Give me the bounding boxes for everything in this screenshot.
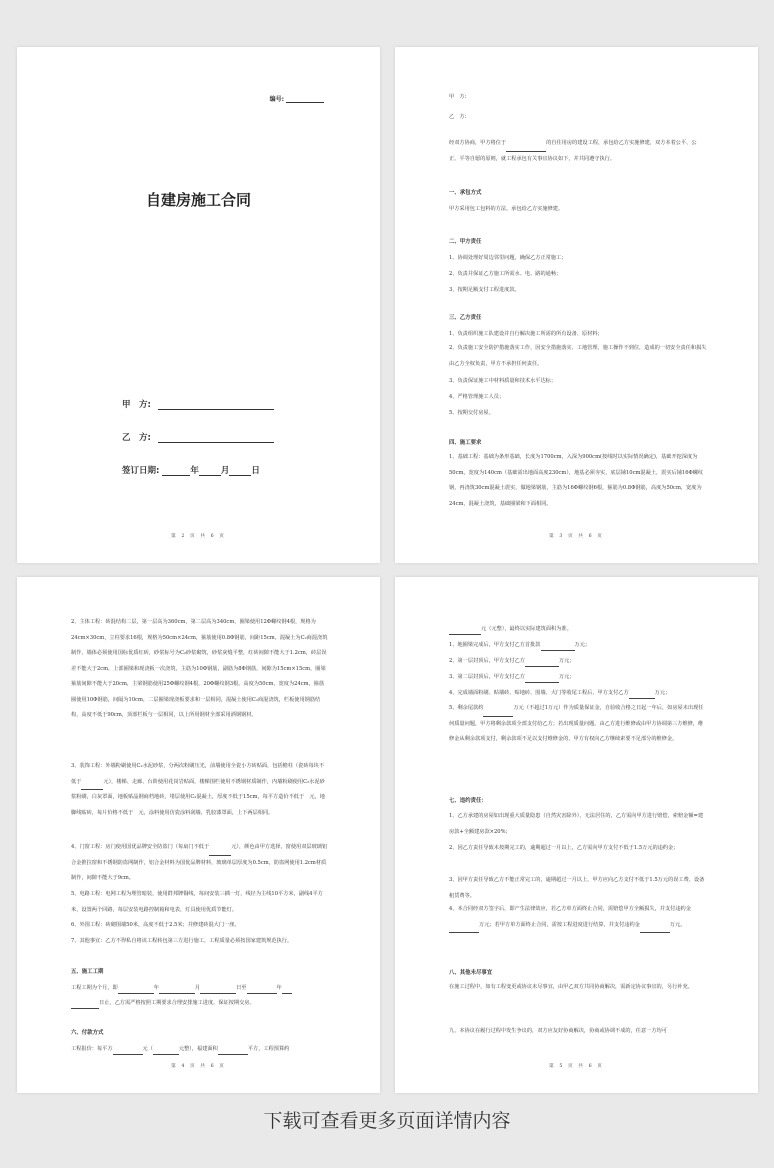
section-8-text: 在施工过程中，如有工程变更或协议未尽事宜，由甲乙双方共同协商解决，需新定协议事宜的，另行补充。: [449, 984, 693, 990]
other-matters-paragraph: 7、其他事宜：乙方不得私自将该工程转包第三方进行施工，工程质量必须按国家建筑规范执行。: [71, 938, 293, 944]
installment-3-text: 3、第二层封顶后，甲方支付乙方: [449, 674, 525, 680]
contract-title: 自建房施工合同: [145, 191, 251, 209]
installment-1-text: 1、地圈梁完成后，甲方支付乙方首批款: [449, 642, 541, 648]
section-8-title: 八、其他未尽事宜: [449, 970, 493, 976]
penalty-a-blank: [640, 932, 670, 933]
budget-line: [449, 623, 572, 635]
sign-date-line: [122, 464, 260, 476]
sign-year-blank: [162, 475, 190, 476]
unit-price-words-blank: [153, 1054, 179, 1055]
start-day-blank: [200, 993, 236, 994]
budget-blank: [449, 634, 481, 635]
sign-day-label: 日: [251, 466, 260, 476]
breach-4-text-1: 4、本合同经双方签字后，即产生法律效应，若乙方单方面终止合同，需赔偿甲方全额损失，并支付违约金: [449, 906, 691, 912]
party-a-blank: [158, 409, 274, 410]
party-a-label: 甲 方:: [122, 400, 151, 410]
start-month-label: 月: [194, 985, 201, 991]
installment-2: [449, 655, 575, 667]
end-year-blank: [247, 993, 277, 994]
section-3-title: 三、乙方责任: [449, 315, 482, 321]
sign-day-blank: [229, 475, 251, 476]
installment-4-text: 4、完成墙面粉刷、贴墙砖、贴地砖、围墙、大门等收尾工程后，甲方支付乙方: [449, 690, 629, 696]
sign-year-label: 年: [190, 466, 199, 476]
party-a-line: 甲 方:: [449, 94, 467, 100]
payment-text-3: 元整），福建面积: [178, 1046, 218, 1052]
doors-text-1: 4、门窗工程：房门使用国优品牌安全防盗门（每扇门不低于: [71, 844, 210, 850]
end-year-label: 年: [276, 985, 282, 991]
section-2-item: 3、按期足额支付工程进度款。: [449, 287, 520, 293]
sign-date-label: 签订日期:: [122, 466, 160, 476]
contract-page-3: [17, 577, 380, 1093]
address-blank: [506, 151, 546, 152]
installment-1-blank: [541, 650, 575, 651]
installment-2-text: 2、第一层封顶后，甲方支付乙方: [449, 658, 525, 664]
contract-page-2: [395, 47, 758, 563]
sign-month-label: 月: [220, 466, 230, 476]
tile-price-blank: [81, 789, 103, 790]
installment-2-unit: 万元；: [558, 658, 575, 664]
doors-windows-paragraph: [71, 840, 329, 887]
party-b-blank: [158, 442, 274, 443]
installment-3-blank: [525, 682, 559, 683]
sign-month-blank: [199, 475, 221, 476]
retention-text-1: 5、剩余尾款约: [449, 705, 484, 711]
section-2-item: 2、负责并保证乙方施工所需水、电、路的通畅；: [449, 271, 562, 277]
installment-1: [449, 639, 590, 651]
area-blank: [218, 1054, 248, 1055]
payment-text-2: 元（: [142, 1046, 153, 1052]
section-9-text: 九、本协议在履行过程中发生争议的，双方应友好协商解决，协商或协调不成的，任意一方均可: [449, 1028, 667, 1034]
document-number: [270, 94, 324, 103]
breach-item-4: [449, 902, 707, 933]
contract-page-4: [395, 577, 758, 1093]
section-5-title: 五、施工工期: [71, 969, 104, 975]
party-b-line: 乙 方:: [449, 114, 467, 120]
breach-item-3: 3、因甲方责任导致乙方不能正常完工的，逾期超过一月以上，甲方应向乙方支付不低于1.5万元的误工费、设备租赁费等。: [449, 877, 705, 899]
exterior-paragraph: 6、外围工程：砖砌围墙50米，高度不低于2.5米；并修建砖混大门一座。: [71, 922, 240, 928]
document-number-blank: [286, 102, 324, 103]
section-1-text: 甲方采用包工包料的方法，承包给乙方实施修建。: [449, 206, 564, 212]
installment-3-unit: 万元；: [558, 674, 575, 680]
section-2-item: 1、协调处理好周边邻里问题，确保乙方正常施工；: [449, 255, 567, 261]
start-month-blank: [159, 993, 195, 994]
breach-item-1: 1、乙方承建的房屋如出现重大质量隐患（自然灾害除外），无法居住的，乙方需向甲方进行赔偿，索赔金额=建房款+全额建房款×20%；: [449, 813, 704, 835]
party-b-label: 乙 方:: [122, 433, 151, 443]
installment-4: [449, 687, 670, 699]
start-year-label: 年: [153, 985, 159, 991]
page-footer: 第 2 页 共 6 页: [171, 534, 226, 539]
installment-4-blank: [629, 698, 655, 699]
penalty-b-blank: [449, 932, 479, 933]
decoration-text-1: 3、装饰工程：外墙粉刷使用C₂水泥砂浆，分两次粉刷压光，前墙使用全瓷小方砖贴面，包括檐柱（瓷砖每块不低于: [71, 763, 325, 785]
party-b-signature: [122, 431, 274, 443]
retention-paragraph: [449, 701, 707, 748]
intro-paragraph: [449, 136, 705, 167]
schedule-line-2: [71, 997, 255, 1009]
budget-text: 元（元整），最终以实际建筑面积为准。: [481, 626, 572, 632]
schedule-end-text: 日止，乙方需严格按照工期要求合理安排施工进度，保证按期交房。: [99, 1000, 255, 1006]
doors-text-2: 元），颜色由甲方选择，窗使用双层玻璃铝合金推拉窗和不锈钢防盗网制作，铝合金材料为国优品牌材料，玻璃单层厚度为0.5cm，防盗网使用1.2cm材质制作，间隙不能大于9cm。: [71, 844, 328, 881]
schedule-text: 工程工期为个月，即: [71, 985, 118, 991]
download-caption: 下载可查看更多页面详情内容: [263, 1110, 511, 1132]
electrical-paragraph: 5、电路工程：电网工程为埋管暗装，使用群邦牌铜线，每间安装三插一灯，线径为主线10平方米，副线4平方米，设置两个回路，每层安装电路控制箱和电表，灯具使用优质节能灯。: [71, 891, 323, 913]
section-3-item: 2、负责施工安全防护措施落实工作，因安全措施落实、工地管理、施工操作不到位，造成的一切安全责任和损失由乙方全权负责，甲方不承担任何责任。: [449, 345, 707, 367]
installment-3: [449, 671, 575, 683]
contract-cover-page: [17, 47, 380, 563]
page-footer: 第 3 页 共 6 页: [549, 534, 604, 539]
breach-4-text-2: 万元；若甲方单方面终止合同，需按工程进度进行结算，并支付违约金: [479, 921, 640, 928]
section-7-title: 七、违约责任：: [449, 798, 487, 804]
section-1-title: 一、承包方式: [449, 190, 482, 196]
breach-4-text-3: 万元。: [669, 921, 686, 928]
section-3-item: 3、负责保证施工中材料质量和技术水平达标；: [449, 378, 557, 384]
document-number-label: 编号:: [269, 96, 284, 103]
page-footer: 第 4 页 共 6 页: [171, 1064, 226, 1069]
party-a-signature: [122, 398, 274, 410]
page-footer: 第 5 页 共 6 页: [549, 1064, 604, 1069]
section-3-item: 5、按期交付房屋。: [449, 410, 494, 416]
section-2-title: 二、甲方责任: [449, 239, 482, 245]
door-price-blank: [209, 855, 231, 856]
payment-text-1: 工程报价：每平方: [71, 1046, 113, 1052]
section-3-item: 1、负责组织施工队建设并自行解决施工所需的所有设备、原材料；: [449, 331, 603, 337]
unit-price-blank: [113, 1054, 143, 1055]
end-day-blank: [71, 1008, 99, 1009]
schedule-line-1: [71, 982, 292, 994]
start-day-label: 日至: [236, 985, 247, 991]
main-structure-paragraph: 2、主体工程：砖混结构二层，第一层高为360cm，第二层高为340cm，圈梁使用12Φ螺纹钢4根，规格为24cm×30cm，立柱要求16根，规格为50cm×24cm，箍筋使用0.8Φ钢筋，间距15cm，混凝土为C₂商混浇筑制作，墙体必须使用国标优质红砖，砂浆标号为C₂砂浆砌筑，砂浆灰缝平整，红砖间隙不能大于1.2cm，砖层误差不能大于2cm，上部圈梁和现浇板一次浇筑，主筋为10Φ钢筋，副筋为8Φ钢筋，间隙为15cm×15cm，圈梁箍筋间隙不能大于20cm，主梁钢筋使用25Φ螺纹钢4根，20Φ螺纹钢3根，高度为50cm，宽度为24cm，箍筋圈使用10Φ钢筋，间隔为10cm，二层圈梁现浇板要求和一层相同，混凝土使用C₂商混浇筑，栏板使用钢筋结构，高度不低于90cm，顶部栏板与一层相同，以上所用钢材全部采用酒钢钢材。: [71, 619, 328, 718]
intro-text-2: 的自住用房的建设工程，承包给乙方实施修建，双方本着公平、公正、平等自愿的原则，就工程承包有关事宜协议如下，并共同遵守执行。: [449, 140, 697, 162]
payment-text-4: 平方，工程预算约: [247, 1046, 290, 1052]
installment-1-unit: 万元；: [574, 642, 591, 648]
retention-text-2: 万元（不超过1万元）作为质量保证金，自验收合格之日起一年后，如房屋未出现任何质量问题，甲方将剩余款项全部支付给乙方；若出现质量问题，由乙方进行维修或由甲方协调第三方维修，维修金从剩余款项支付，剩余款项不足以支付维修金的，甲方有权向乙方继续索要不足部分的维修金。: [449, 705, 704, 742]
end-month-blank: [282, 993, 292, 994]
retention-blank: [483, 716, 513, 717]
intro-text-1: 经双方协商，甲方将位于: [449, 140, 507, 146]
section-4-title: 四、施工要求: [449, 440, 482, 446]
payment-line: [71, 1043, 289, 1055]
section-4-text: 1、基础工程：基础为条形基础，长度为1700cm，入深为900cm(按线时以实际情况确定)，基础开挖深度为50cm，宽度为140cm（基础需出地面高度230cm），地基必须夯实，底层铺10cm混凝土，震实后铺16Φ螺纹钢，再浇筑30cm混凝土震实，做地梁钢筋，主筋为16Φ螺纹钢6根，箍筋为0.8Φ钢筋，高度为50cm，宽度为24cm，混凝土浇筑，基础圈梁和下面相同。: [449, 454, 704, 507]
start-year-blank: [118, 993, 154, 994]
installment-2-blank: [525, 666, 559, 667]
decoration-paragraph: [71, 759, 329, 821]
installment-4-unit: 万元；: [654, 690, 671, 696]
section-3-item: 4、严格管理施工人员；: [449, 394, 505, 400]
section-6-title: 六、付款方式: [71, 1030, 104, 1036]
decoration-text-2: 元），楼梯、走廊、台阶使用花岗岩贴面，楼梯围栏使用不锈钢材质制作，内墙粉刷使用C₂水泥砂浆粉刷，白灰罩面，地板贴晶钢商档地砖，堵层使用C₂混凝土，厚度不低于15cm，每平方造价不低于 元，地脚线贴砖，每片价格不低于 元，涂料使用仿瓷涂料刮墙，乳胶漆罩面，上下两层相同。: [71, 778, 325, 816]
breach-item-2: 2、因乙方责任导致未按期完工的，逾期超过一月以上，乙方需向甲方支付不低于1.5万元的违约金；: [449, 845, 679, 851]
